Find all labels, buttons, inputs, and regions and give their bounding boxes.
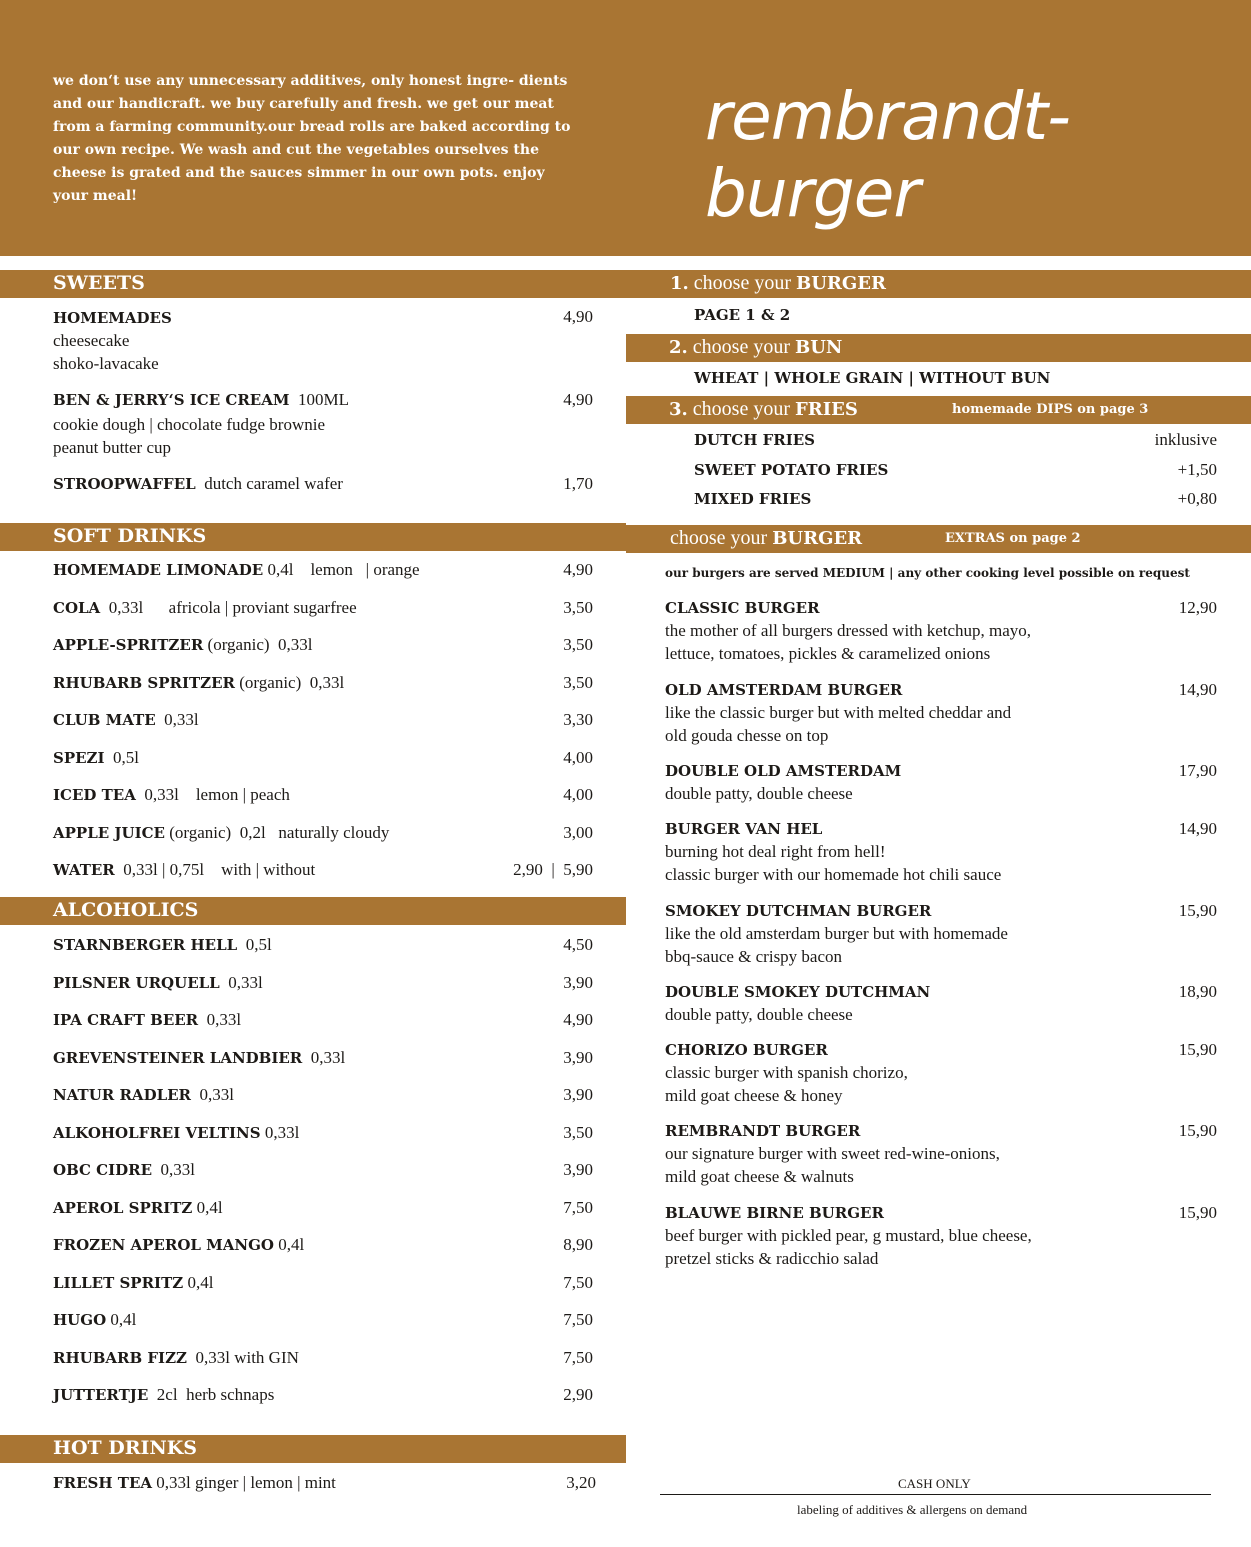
list-item bbox=[53, 1085, 234, 1105]
item-name: PILSNER URQUELL bbox=[53, 973, 220, 992]
item-desc: the mother of all burgers dressed with ketchup, mayo, bbox=[665, 621, 1032, 640]
list-item bbox=[53, 860, 315, 880]
item-name: CLASSIC BURGER bbox=[665, 599, 820, 617]
item-desc: cookie dough | chocolate fudge brownie bbox=[53, 415, 326, 434]
item-detail: 0,33l bbox=[198, 1010, 242, 1029]
list-item bbox=[665, 1040, 828, 1060]
labeling-note: labeling of additives & allergens on demand bbox=[797, 1502, 1028, 1517]
item-detail: 0,5l bbox=[104, 747, 139, 767]
price: 14,90 bbox=[1178, 680, 1217, 699]
item-name: SMOKEY DUTCHMAN BURGER bbox=[665, 902, 932, 920]
list-item bbox=[53, 1010, 241, 1030]
item-name: APPLE-SPRITZER bbox=[53, 636, 204, 654]
item-desc: double patty, double cheese bbox=[665, 784, 853, 803]
price: 3,50 bbox=[563, 1122, 593, 1142]
list-item bbox=[665, 1203, 884, 1223]
price: 3,90 bbox=[563, 972, 593, 992]
price: 17,90 bbox=[1178, 761, 1217, 780]
item-name: HUGO bbox=[53, 1311, 107, 1329]
price: 4,00 bbox=[563, 785, 593, 804]
item-name: STARNBERGER HELL bbox=[53, 936, 238, 954]
item-detail: 0,33l bbox=[155, 710, 199, 729]
step3-bar: 3. choose your FRIES homemade DIPS on page 3 bbox=[626, 396, 1251, 424]
item-name: DOUBLE SMOKEY DUTCHMAN bbox=[665, 983, 931, 1001]
price: 14,90 bbox=[1178, 819, 1217, 838]
item-desc: classic burger with our homemade hot chili sauce bbox=[665, 865, 1002, 884]
alcoholics-bar bbox=[0, 897, 626, 925]
list-item: STROOPWAFFEL dutch caramel wafer bbox=[53, 474, 343, 493]
list-item: FRESH TEA 0,33l ginger | lemon | mint bbox=[53, 1473, 336, 1492]
price: 3,50 bbox=[563, 597, 593, 617]
list-item bbox=[53, 1160, 195, 1180]
list-item bbox=[694, 460, 888, 480]
price: 15,90 bbox=[1178, 1040, 1217, 1059]
item-detail: 0,4l bbox=[273, 1235, 305, 1254]
item-detail: (organic) 0,33l bbox=[235, 672, 345, 692]
list-item bbox=[665, 982, 930, 1002]
footer-divider bbox=[660, 1494, 1211, 1495]
price: 3,90 bbox=[563, 1047, 593, 1067]
hot-drinks-title: HOT DRINKS bbox=[53, 1437, 198, 1459]
list-item bbox=[665, 680, 902, 700]
list-item bbox=[665, 1121, 860, 1141]
price: 15,90 bbox=[1178, 1203, 1217, 1222]
soft-drinks-title: SOFT DRINKS bbox=[53, 525, 207, 547]
item-name: OBC CIDRE bbox=[53, 1161, 153, 1179]
item-name: BURGER VAN HEL bbox=[665, 820, 823, 838]
item-detail: 0,33l bbox=[191, 1085, 235, 1104]
item-name: LILLET SPRITZ bbox=[53, 1273, 184, 1292]
list-item bbox=[53, 673, 344, 693]
item-name: DUTCH FRIES bbox=[694, 431, 815, 449]
list-item bbox=[53, 710, 199, 730]
price: 18,90 bbox=[1178, 982, 1217, 1001]
item-detail: 0,33l bbox=[152, 1160, 196, 1179]
item-desc: shoko-lavacake bbox=[53, 354, 159, 373]
price: 3,90 bbox=[563, 1085, 593, 1104]
sweets-title: SWEETS bbox=[53, 272, 145, 294]
item-name: CHORIZO BURGER bbox=[665, 1041, 828, 1059]
list-item bbox=[665, 598, 820, 618]
list-item bbox=[53, 1123, 299, 1143]
item-desc: double patty, double cheese bbox=[665, 1005, 853, 1024]
price: 4,90 bbox=[563, 307, 593, 326]
price: 3,90 bbox=[563, 1160, 593, 1179]
item-name: WATER bbox=[53, 861, 115, 879]
soft-drinks-bar bbox=[0, 523, 626, 551]
item-desc: mild goat cheese & walnuts bbox=[665, 1167, 854, 1186]
item-detail: 0,33l lemon | peach bbox=[135, 785, 290, 804]
item-desc: our signature burger with sweet red-wine-onions, bbox=[665, 1144, 1000, 1163]
list-item bbox=[53, 1235, 304, 1255]
price: 1,70 bbox=[563, 474, 593, 493]
item-name: APPLE JUICE bbox=[53, 823, 165, 842]
item-detail: 0,4l bbox=[106, 1310, 137, 1329]
price: 2,90 | 5,90 bbox=[513, 860, 593, 879]
step1-bar: 1. choose your BURGER bbox=[626, 270, 1251, 298]
hot-drinks-bar bbox=[0, 1435, 626, 1463]
price: 7,50 bbox=[563, 1347, 593, 1367]
price: 15,90 bbox=[1178, 1121, 1217, 1140]
list-item bbox=[53, 823, 389, 843]
item-name: IPA CRAFT BEER bbox=[53, 1011, 199, 1029]
item-desc: burning hot deal right from hell! bbox=[665, 842, 886, 861]
item-desc: bbq-sauce & crispy bacon bbox=[665, 947, 843, 966]
price: 3,50 bbox=[563, 672, 593, 692]
price: 2,90 bbox=[563, 1385, 593, 1404]
list-item: BEN & JERRY‘S ICE CREAM 100ML bbox=[53, 390, 349, 409]
price: 3,50 bbox=[563, 635, 593, 654]
list-item bbox=[53, 1273, 213, 1293]
item-desc: like the old amsterdam burger but with homemade bbox=[665, 924, 1008, 943]
price: 7,50 bbox=[563, 1310, 593, 1329]
item-name: NATUR RADLER bbox=[53, 1086, 192, 1104]
price: 4,90 bbox=[563, 560, 593, 579]
item-detail: 0,33l africola | proviant sugarfree bbox=[100, 597, 357, 617]
step1-sub: PAGE 1 & 2 bbox=[694, 306, 791, 324]
burgers-bar: choose your BURGER EXTRAS on page 2 bbox=[626, 525, 1251, 553]
item-detail: 0,4l bbox=[192, 1197, 223, 1217]
item-name: GREVENSTEINER LANDBIER bbox=[53, 1048, 303, 1067]
price: 12,90 bbox=[1178, 598, 1217, 617]
item-detail: 0,33l | 0,75l with | without bbox=[114, 860, 316, 879]
item-name: JUTTERTJE bbox=[53, 1386, 149, 1404]
item-detail: 0,4l bbox=[183, 1272, 214, 1292]
item-desc: peanut butter cup bbox=[53, 438, 172, 457]
list-item bbox=[53, 1385, 274, 1405]
sweets-bar bbox=[0, 270, 626, 298]
list-item bbox=[665, 819, 822, 839]
price: 15,90 bbox=[1178, 901, 1217, 920]
item-name: RHUBARB FIZZ bbox=[53, 1348, 187, 1367]
price: 3,30 bbox=[563, 710, 593, 729]
list-item bbox=[694, 430, 815, 450]
item-detail: (organic) 0,2l naturally cloudy bbox=[164, 822, 390, 842]
list-item bbox=[53, 1348, 299, 1368]
item-name: DOUBLE OLD AMSTERDAM bbox=[665, 762, 902, 780]
price: 4,00 bbox=[563, 747, 593, 767]
price: 4,90 bbox=[563, 390, 593, 409]
list-item bbox=[53, 935, 272, 955]
item-desc: beef burger with pickled pear, g mustard, blue cheese, bbox=[665, 1226, 1032, 1245]
cooking-note: our burgers are served MEDIUM | any other cooking level possible on request bbox=[665, 566, 1190, 580]
item-name: ALKOHOLFREI VELTINS bbox=[53, 1123, 261, 1142]
header-banner bbox=[0, 0, 1251, 256]
item-name: REMBRANDT BURGER bbox=[665, 1122, 861, 1140]
item-desc: old gouda chesse on top bbox=[665, 726, 829, 745]
cash-only: CASH ONLY bbox=[898, 1476, 971, 1491]
list-item bbox=[694, 489, 811, 509]
item-desc: pretzel sticks & radicchio salad bbox=[665, 1249, 879, 1268]
item-name: APEROL SPRITZ bbox=[53, 1198, 193, 1217]
price: inklusive bbox=[1154, 430, 1217, 449]
item-name: COLA bbox=[53, 598, 101, 617]
item-name: HOMEMADE LIMONADE bbox=[53, 561, 264, 579]
alcoholics-title: ALCOHOLICS bbox=[53, 899, 199, 921]
price: +0,80 bbox=[1177, 489, 1217, 508]
item-detail: 0,4l lemon | orange bbox=[263, 560, 420, 579]
list-item bbox=[665, 901, 931, 921]
step2-sub: WHEAT | WHOLE GRAIN | WITHOUT BUN bbox=[694, 369, 1051, 387]
intro-text: we don‘t use any unnecessary additives, only honest ingre- dients and our handicraft. we buy carefully and fresh. we get our meat from a farming community.our bread rolls are baked according to our own recipe. We wash and cut the vegetables ourselves the cheese is grated and the sauces simmer in our own pots. enjoy your meal! bbox=[53, 73, 571, 204]
item-name: SPEZI bbox=[53, 748, 105, 767]
item-desc: lettuce, tomatoes, pickles & caramelized onions bbox=[665, 644, 991, 663]
price: 4,50 bbox=[563, 935, 593, 954]
item-name: ICED TEA bbox=[53, 786, 136, 804]
price: 3,00 bbox=[563, 822, 593, 842]
price: 3,20 bbox=[566, 1473, 596, 1492]
item-detail: 2cl herb schnaps bbox=[148, 1385, 275, 1404]
item-detail: 0,33l bbox=[302, 1047, 346, 1067]
list-item bbox=[53, 973, 263, 993]
price: +1,50 bbox=[1177, 459, 1217, 479]
item-detail: (organic) 0,33l bbox=[203, 635, 313, 654]
step2-bar: 2. choose your BUN bbox=[626, 334, 1251, 362]
list-item bbox=[53, 560, 420, 580]
list-item bbox=[53, 1048, 345, 1068]
list-item bbox=[665, 761, 901, 781]
item-name: RHUBARB SPRITZER bbox=[53, 673, 236, 692]
list-item: HOMEMADES bbox=[53, 309, 172, 327]
list-item bbox=[53, 1198, 223, 1218]
item-detail: 0,33l with GIN bbox=[186, 1347, 299, 1367]
item-name: CLUB MATE bbox=[53, 711, 156, 729]
item-name: BLAUWE BIRNE BURGER bbox=[665, 1204, 884, 1222]
list-item bbox=[53, 598, 357, 618]
list-item bbox=[53, 635, 313, 655]
item-detail: 0,5l bbox=[237, 935, 272, 954]
item-desc: mild goat cheese & honey bbox=[665, 1086, 843, 1105]
item-desc: classic burger with spanish chorizo, bbox=[665, 1063, 908, 1082]
item-name: MIXED FRIES bbox=[694, 490, 812, 508]
item-detail: 0,33l bbox=[260, 1122, 300, 1142]
list-item bbox=[53, 785, 290, 805]
extras-note: EXTRAS on page 2 bbox=[945, 531, 1081, 546]
dips-note: homemade DIPS on page 3 bbox=[952, 402, 1149, 417]
item-detail: 0,33l bbox=[219, 972, 263, 992]
price: 7,50 bbox=[563, 1197, 593, 1217]
item-name: SWEET POTATO FRIES bbox=[694, 460, 889, 479]
item-name: FROZEN APEROL MANGO bbox=[53, 1236, 274, 1254]
list-item bbox=[53, 1310, 136, 1330]
price: 8,90 bbox=[563, 1235, 593, 1254]
item-name: OLD AMSTERDAM BURGER bbox=[665, 681, 903, 699]
item-desc: like the classic burger but with melted cheddar and bbox=[665, 703, 1012, 722]
item-desc: cheesecake bbox=[53, 331, 130, 350]
price: 7,50 bbox=[563, 1272, 593, 1292]
logo: rembrandt-burger bbox=[705, 78, 1070, 232]
price: 4,90 bbox=[563, 1010, 593, 1029]
list-item bbox=[53, 748, 139, 768]
